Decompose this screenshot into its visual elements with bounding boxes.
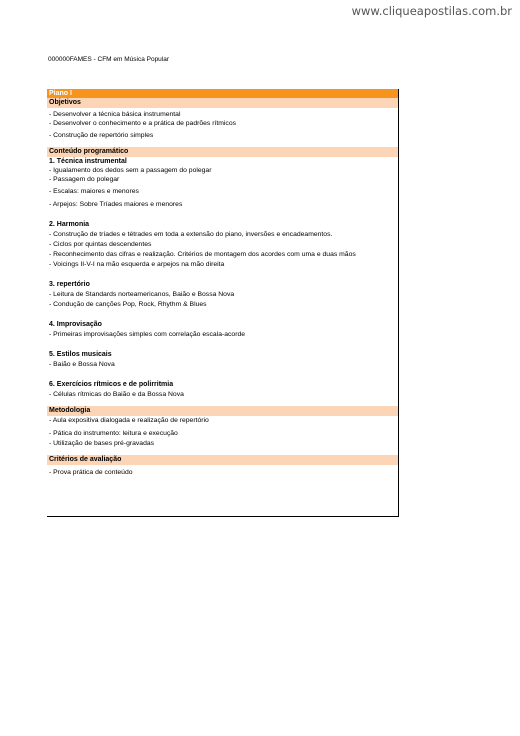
section-metodologia: Metodologia bbox=[47, 406, 398, 416]
list-item: - Arpejos: Sobre Tríades maiores e menores bbox=[49, 201, 183, 208]
list-item: - Desenvolver a técnica básica instrumental bbox=[49, 111, 181, 118]
topic-title: 4. Improvisação bbox=[49, 321, 102, 328]
section-objetivos: Objetivos bbox=[47, 98, 398, 108]
list-item: - Construção de tríades e tétrades em toda a extensão do piano, inversões e encadeamentos. bbox=[49, 231, 333, 238]
list-item: - Primeiras improvisações simples com correlação escala-acorde bbox=[49, 331, 246, 338]
section-conteudo: Conteúdo programático bbox=[47, 147, 398, 157]
syllabus-table bbox=[47, 89, 399, 517]
list-item: - Passagem do polegar bbox=[49, 175, 120, 183]
course-title-bar: Piano I bbox=[47, 89, 398, 98]
list-item: - Utilização de bases pré-gravadas bbox=[49, 440, 155, 447]
topic-title: 2. Harmonia bbox=[49, 221, 90, 228]
section-criterios: Critérios de avaliação bbox=[47, 455, 398, 465]
list-item: - Reconhecimento das cifras e realização. Critérios de montagem dos acordes com uma e duas mãos bbox=[49, 251, 356, 258]
site-watermark: www.cliqueapostilas.com.br bbox=[351, 4, 512, 18]
topic-title: 6. Exercícios rítmicos e de polirritmia bbox=[49, 381, 174, 388]
topic-title: 3. repertório bbox=[49, 281, 90, 288]
list-item: - Prova prática de conteúdo bbox=[49, 469, 133, 476]
list-item: - Baião e Bossa Nova bbox=[49, 361, 115, 368]
course-header: 000000FAMES - CFM em Música Popular bbox=[48, 56, 170, 63]
list-item: - Pática do instrumento: leitura e execução bbox=[49, 430, 178, 437]
list-item: - Escalas: maiores e menores bbox=[49, 188, 139, 195]
list-item: - Aula expositiva dialogada e realização de repertório bbox=[49, 417, 209, 424]
list-item: - Construção de repertório simples bbox=[49, 132, 154, 139]
list-item: - Células rítmicas do Baião e da Bossa Nova bbox=[49, 391, 184, 398]
list-item: - Igualamento dos dedos sem a passagem do polegar bbox=[49, 167, 212, 174]
topic-title: 1. Técnica instrumental bbox=[49, 158, 127, 165]
list-item: - Leitura de Standards norteamericanos, Baião e Bossa Nova bbox=[49, 291, 235, 298]
list-item: - Condução de canções Pop, Rock, Rhythm & Blues bbox=[49, 301, 207, 308]
list-item: - Desenvolver o conhecimento e a prática de padrões rítmicos bbox=[49, 119, 237, 127]
list-item: - Ciclos por quintas descendentes bbox=[49, 241, 152, 248]
topic-title: 5. Estilos musicais bbox=[49, 351, 112, 358]
list-item: - Voicings II-V-I na mão esquerda e arpejos na mão direita bbox=[49, 261, 225, 268]
